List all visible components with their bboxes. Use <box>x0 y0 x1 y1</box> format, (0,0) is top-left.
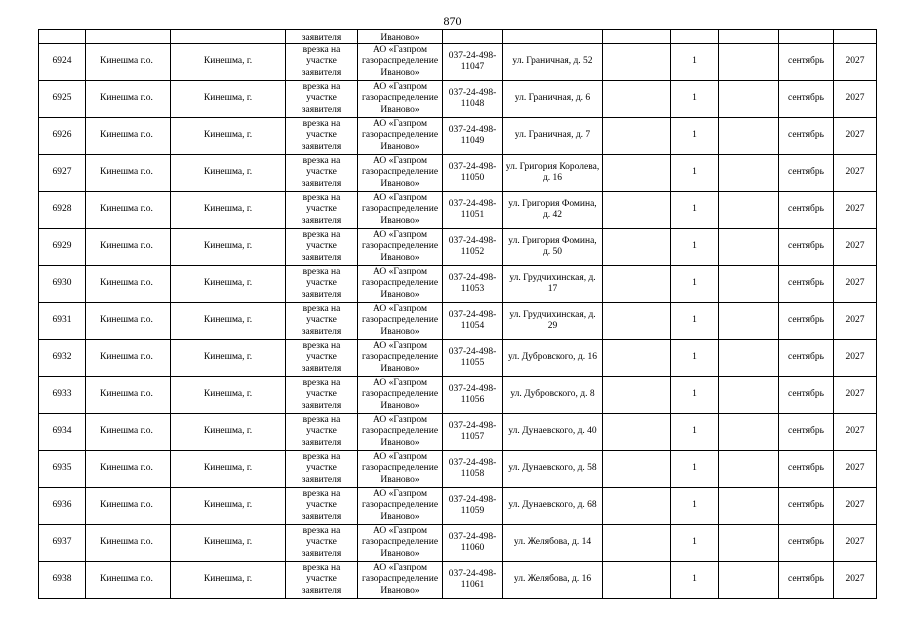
cell-address: ул. Григория Фомина, д. 42 <box>503 192 603 229</box>
table-body <box>39 30 877 599</box>
cell-settlement: Кинешма, г. <box>171 266 286 303</box>
cell-municipality: Кинешма г.о. <box>86 525 171 562</box>
cell-request-code: 037-24-498-11050 <box>443 155 503 192</box>
cell-year: 2027 <box>834 451 877 488</box>
table-row <box>39 377 877 414</box>
cell-request-code: 037-24-498-11048 <box>443 81 503 118</box>
cell-work-type: врезка на участке заявителя <box>286 377 358 414</box>
cell-address: ул. Грудчихинская, д. 17 <box>503 266 603 303</box>
cell-month: сентябрь <box>779 562 834 599</box>
cell-request-code: 037-24-498-11054 <box>443 303 503 340</box>
cell-settlement: Кинешма, г. <box>171 303 286 340</box>
cell-empty <box>719 30 779 44</box>
cell-organization: АО «Газпром газораспределение Иваново» <box>358 192 443 229</box>
cell-municipality: Кинешма г.о. <box>86 451 171 488</box>
cell-row-number: 6924 <box>39 44 86 81</box>
cell-year: 2027 <box>834 562 877 599</box>
cell-request-code: 037-24-498-11047 <box>443 44 503 81</box>
cell-work-type: врезка на участке заявителя <box>286 451 358 488</box>
cell-organization: АО «Газпром газораспределение Иваново» <box>358 229 443 266</box>
cell-year: 2027 <box>834 488 877 525</box>
cell-work-type: врезка на участке заявителя <box>286 192 358 229</box>
cell-month: сентябрь <box>779 192 834 229</box>
cell-empty <box>719 488 779 525</box>
cell-settlement: Кинешма, г. <box>171 340 286 377</box>
table-row-continued <box>39 30 877 44</box>
cell-row-number: 6925 <box>39 81 86 118</box>
table-row <box>39 414 877 451</box>
cell-row-number: 6926 <box>39 118 86 155</box>
cell-request-code: 037-24-498-11059 <box>443 488 503 525</box>
cell-empty <box>719 340 779 377</box>
cell-settlement: Кинешма, г. <box>171 488 286 525</box>
cell-year: 2027 <box>834 525 877 562</box>
cell-empty <box>719 377 779 414</box>
cell-municipality: Кинешма г.о. <box>86 562 171 599</box>
cell-settlement: Кинешма, г. <box>171 414 286 451</box>
cell-quantity: 1 <box>671 118 719 155</box>
cell-settlement: Кинешма, г. <box>171 44 286 81</box>
cell-row-number: 6934 <box>39 414 86 451</box>
cell-row-number: 6930 <box>39 266 86 303</box>
cell-month: сентябрь <box>779 229 834 266</box>
cell-empty <box>503 30 603 44</box>
cell-year: 2027 <box>834 155 877 192</box>
cell-municipality: Кинешма г.о. <box>86 81 171 118</box>
cell-work-type: врезка на участке заявителя <box>286 340 358 377</box>
cell-empty <box>719 303 779 340</box>
cell-empty <box>603 451 671 488</box>
cell-quantity: 1 <box>671 488 719 525</box>
cell-address: ул. Григория Фомина, д. 50 <box>503 229 603 266</box>
cell-municipality: Кинешма г.о. <box>86 266 171 303</box>
cell-empty <box>603 377 671 414</box>
cell-address: ул. Дубровского, д. 8 <box>503 377 603 414</box>
cell-work-type: врезка на участке заявителя <box>286 562 358 599</box>
cell-year: 2027 <box>834 377 877 414</box>
cell-organization: АО «Газпром газораспределение Иваново» <box>358 414 443 451</box>
cell-empty <box>603 81 671 118</box>
cell-row-number: 6933 <box>39 377 86 414</box>
cell-quantity: 1 <box>671 377 719 414</box>
page-number: 870 <box>443 14 462 28</box>
cell-empty <box>603 488 671 525</box>
cell-settlement: Кинешма, г. <box>171 562 286 599</box>
cell-empty <box>443 30 503 44</box>
cell-empty <box>603 303 671 340</box>
cell-row-number: 6931 <box>39 303 86 340</box>
cell-empty <box>719 155 779 192</box>
table-row <box>39 451 877 488</box>
cell-year: 2027 <box>834 192 877 229</box>
cell-month: сентябрь <box>779 81 834 118</box>
cell-organization: АО «Газпром газораспределение Иваново» <box>358 44 443 81</box>
cell-quantity: 1 <box>671 266 719 303</box>
cell-address: ул. Грудчихинская, д. 29 <box>503 303 603 340</box>
cell-quantity: 1 <box>671 414 719 451</box>
table-row <box>39 562 877 599</box>
cell-empty <box>603 525 671 562</box>
cell-empty <box>719 266 779 303</box>
cell-address: ул. Дубровского, д. 16 <box>503 340 603 377</box>
cell-quantity: 1 <box>671 525 719 562</box>
cell-month: сентябрь <box>779 414 834 451</box>
cell-work-type: врезка на участке заявителя <box>286 118 358 155</box>
cell-year: 2027 <box>834 266 877 303</box>
cell-request-code: 037-24-498-11060 <box>443 525 503 562</box>
cell-row-number: 6932 <box>39 340 86 377</box>
cell-organization: АО «Газпром газораспределение Иваново» <box>358 340 443 377</box>
cell-municipality: Кинешма г.о. <box>86 44 171 81</box>
cell-empty <box>171 30 286 44</box>
cell-month: сентябрь <box>779 377 834 414</box>
table-row <box>39 525 877 562</box>
cell-work-type: врезка на участке заявителя <box>286 488 358 525</box>
cell-organization: АО «Газпром газораспределение Иваново» <box>358 377 443 414</box>
cell-empty <box>719 451 779 488</box>
cell-work-type: врезка на участке заявителя <box>286 229 358 266</box>
cell-work-type: врезка на участке заявителя <box>286 44 358 81</box>
cell-organization: АО «Газпром газораспределение Иваново» <box>358 266 443 303</box>
cell-municipality: Кинешма г.о. <box>86 229 171 266</box>
cell-empty <box>603 414 671 451</box>
cell-settlement: Кинешма, г. <box>171 229 286 266</box>
table-row <box>39 155 877 192</box>
cell-address: ул. Граничная, д. 6 <box>503 81 603 118</box>
cell-empty <box>834 30 877 44</box>
cell-municipality: Кинешма г.о. <box>86 414 171 451</box>
cell-quantity: 1 <box>671 303 719 340</box>
cell-empty <box>603 30 671 44</box>
cell-organization: АО «Газпром газораспределение Иваново» <box>358 451 443 488</box>
cell-quantity: 1 <box>671 44 719 81</box>
cell-empty <box>603 44 671 81</box>
table-row <box>39 192 877 229</box>
cell-year: 2027 <box>834 414 877 451</box>
cell-row-number: 6928 <box>39 192 86 229</box>
cell-organization: АО «Газпром газораспределение Иваново» <box>358 488 443 525</box>
cell-organization: АО «Газпром газораспределение Иваново» <box>358 562 443 599</box>
cell-quantity: 1 <box>671 192 719 229</box>
cell-organization: АО «Газпром газораспределение Иваново» <box>358 81 443 118</box>
cell-empty <box>603 192 671 229</box>
cell-month: сентябрь <box>779 488 834 525</box>
cell-empty <box>719 562 779 599</box>
table-row <box>39 303 877 340</box>
cell-organization: АО «Газпром газораспределение Иваново» <box>358 303 443 340</box>
cell-address: ул. Желябова, д. 14 <box>503 525 603 562</box>
gas-connection-table <box>38 29 877 599</box>
cell-row-number: 6938 <box>39 562 86 599</box>
cell-settlement: Кинешма, г. <box>171 118 286 155</box>
cell-organization: АО «Газпром газораспределение Иваново» <box>358 155 443 192</box>
cell-month: сентябрь <box>779 340 834 377</box>
cell-row-number: 6927 <box>39 155 86 192</box>
cell-empty <box>603 155 671 192</box>
cell-year: 2027 <box>834 81 877 118</box>
cell-quantity: 1 <box>671 451 719 488</box>
cell-empty <box>719 525 779 562</box>
table-row <box>39 44 877 81</box>
cell-empty <box>719 229 779 266</box>
cell-empty <box>719 192 779 229</box>
table-row <box>39 118 877 155</box>
cell-settlement: Кинешма, г. <box>171 451 286 488</box>
cell-work-type: врезка на участке заявителя <box>286 414 358 451</box>
cell-work-type: заявителя <box>286 30 358 44</box>
cell-month: сентябрь <box>779 266 834 303</box>
cell-empty <box>39 30 86 44</box>
cell-request-code: 037-24-498-11053 <box>443 266 503 303</box>
cell-municipality: Кинешма г.о. <box>86 192 171 229</box>
cell-empty <box>719 44 779 81</box>
cell-organization: Иваново» <box>358 30 443 44</box>
cell-quantity: 1 <box>671 562 719 599</box>
cell-empty <box>719 414 779 451</box>
cell-empty <box>671 30 719 44</box>
cell-municipality: Кинешма г.о. <box>86 303 171 340</box>
cell-work-type: врезка на участке заявителя <box>286 81 358 118</box>
cell-month: сентябрь <box>779 525 834 562</box>
cell-settlement: Кинешма, г. <box>171 192 286 229</box>
cell-row-number: 6929 <box>39 229 86 266</box>
table-row <box>39 266 877 303</box>
cell-empty <box>603 229 671 266</box>
cell-year: 2027 <box>834 229 877 266</box>
cell-municipality: Кинешма г.о. <box>86 377 171 414</box>
cell-address: ул. Дунаевского, д. 40 <box>503 414 603 451</box>
cell-work-type: врезка на участке заявителя <box>286 303 358 340</box>
cell-request-code: 037-24-498-11049 <box>443 118 503 155</box>
cell-empty <box>603 562 671 599</box>
cell-empty <box>86 30 171 44</box>
table-row <box>39 488 877 525</box>
cell-empty <box>603 266 671 303</box>
cell-empty <box>719 81 779 118</box>
cell-work-type: врезка на участке заявителя <box>286 266 358 303</box>
cell-year: 2027 <box>834 340 877 377</box>
cell-empty <box>603 340 671 377</box>
cell-organization: АО «Газпром газораспределение Иваново» <box>358 525 443 562</box>
cell-request-code: 037-24-498-11055 <box>443 340 503 377</box>
cell-month: сентябрь <box>779 451 834 488</box>
cell-year: 2027 <box>834 44 877 81</box>
cell-settlement: Кинешма, г. <box>171 525 286 562</box>
cell-municipality: Кинешма г.о. <box>86 488 171 525</box>
cell-month: сентябрь <box>779 118 834 155</box>
table-row <box>39 340 877 377</box>
cell-quantity: 1 <box>671 155 719 192</box>
cell-month: сентябрь <box>779 155 834 192</box>
cell-quantity: 1 <box>671 340 719 377</box>
cell-request-code: 037-24-498-11058 <box>443 451 503 488</box>
cell-work-type: врезка на участке заявителя <box>286 525 358 562</box>
cell-month: сентябрь <box>779 303 834 340</box>
cell-address: ул. Граничная, д. 7 <box>503 118 603 155</box>
cell-work-type: врезка на участке заявителя <box>286 155 358 192</box>
cell-organization: АО «Газпром газораспределение Иваново» <box>358 118 443 155</box>
table-row <box>39 229 877 266</box>
cell-settlement: Кинешма, г. <box>171 155 286 192</box>
cell-empty <box>603 118 671 155</box>
cell-address: ул. Дунаевского, д. 58 <box>503 451 603 488</box>
cell-year: 2027 <box>834 303 877 340</box>
cell-municipality: Кинешма г.о. <box>86 340 171 377</box>
cell-request-code: 037-24-498-11056 <box>443 377 503 414</box>
cell-municipality: Кинешма г.о. <box>86 118 171 155</box>
cell-request-code: 037-24-498-11061 <box>443 562 503 599</box>
cell-empty <box>779 30 834 44</box>
cell-quantity: 1 <box>671 81 719 118</box>
cell-settlement: Кинешма, г. <box>171 81 286 118</box>
cell-address: ул. Желябова, д. 16 <box>503 562 603 599</box>
table-row <box>39 81 877 118</box>
cell-address: ул. Граничная, д. 52 <box>503 44 603 81</box>
cell-row-number: 6935 <box>39 451 86 488</box>
cell-request-code: 037-24-498-11057 <box>443 414 503 451</box>
cell-settlement: Кинешма, г. <box>171 377 286 414</box>
cell-municipality: Кинешма г.о. <box>86 155 171 192</box>
cell-row-number: 6937 <box>39 525 86 562</box>
cell-year: 2027 <box>834 118 877 155</box>
cell-empty <box>719 118 779 155</box>
cell-month: сентябрь <box>779 44 834 81</box>
cell-address: ул. Григория Королева, д. 16 <box>503 155 603 192</box>
cell-address: ул. Дунаевского, д. 68 <box>503 488 603 525</box>
cell-request-code: 037-24-498-11051 <box>443 192 503 229</box>
cell-row-number: 6936 <box>39 488 86 525</box>
cell-request-code: 037-24-498-11052 <box>443 229 503 266</box>
cell-quantity: 1 <box>671 229 719 266</box>
